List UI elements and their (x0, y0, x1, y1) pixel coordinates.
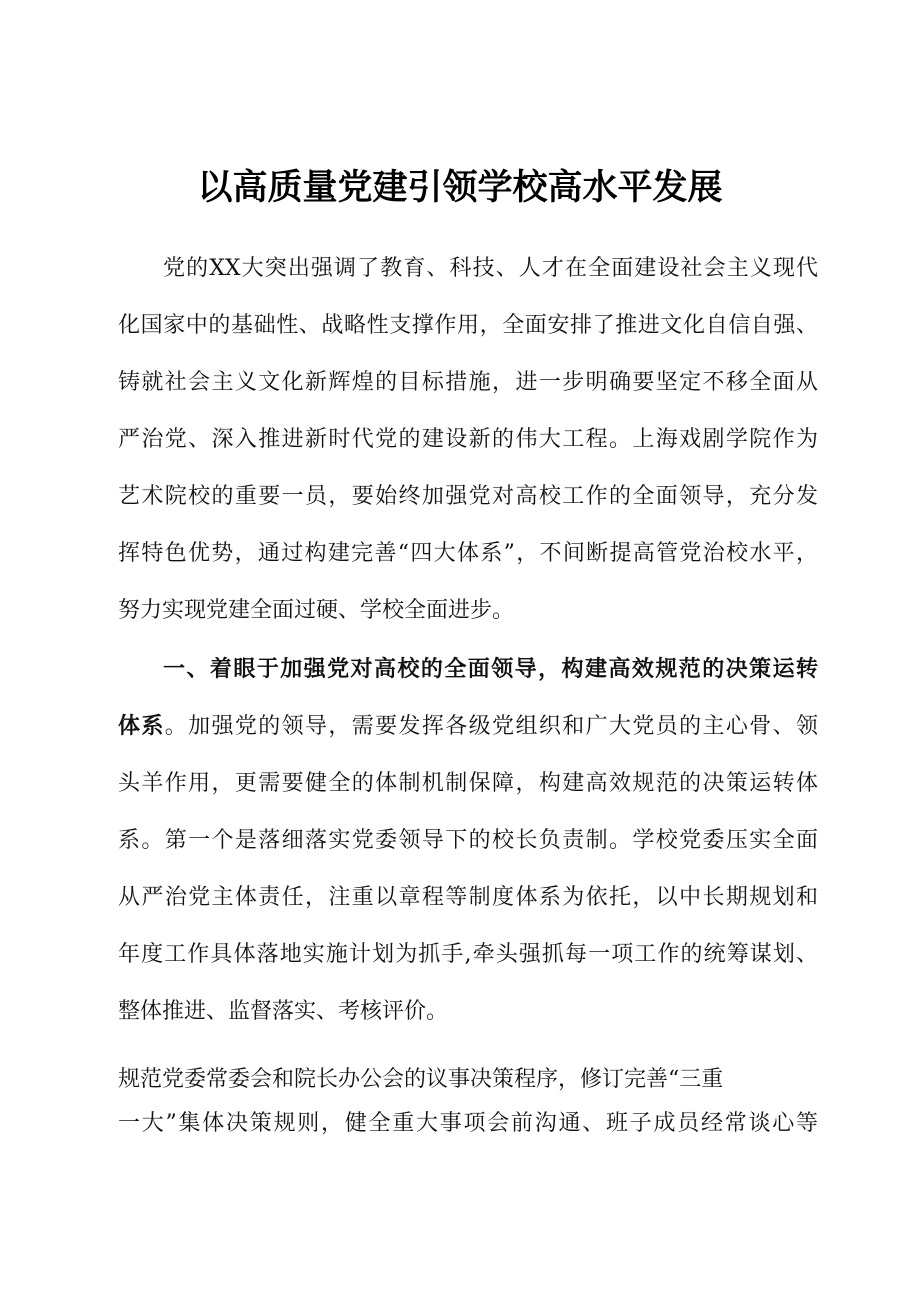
paragraph-text: 。加强党的领导，需要发挥各级党组织和广大党员的主心骨、领 (164, 714, 818, 739)
paragraph-line (118, 712, 818, 742)
paragraph-line: 铸就社会主义文化新辉煌的目标措施，进一步明确要坚定不移全面从 (118, 370, 818, 395)
paragraph-line: 系。第一个是落细落实党委领导下的校长负责制。学校党委压实全面 (118, 828, 818, 853)
section-heading-tail: 体系 (118, 714, 165, 739)
paragraph-line: 党的XX大突出强调了教育、科技、人才在全面建设社会主义现代 (163, 256, 818, 281)
paragraph-line: 努力实现党建全面过硬、学校全面进步。 (118, 598, 515, 623)
section-heading: 一、着眼于加强党对高校的全面领导，构建高效规范的决策运转 (163, 657, 818, 682)
paragraph-line: 头羊作用，更需要健全的体制机制保障，构建高效规范的决策运转体 (118, 771, 818, 796)
paragraph-line: 化国家中的基础性、战略性支撑作用，全面安排了推进文化自信自强、 (118, 313, 818, 338)
paragraph-line: 整体推进、监督落实、考核评价。 (118, 999, 449, 1024)
paragraph-line: 艺术院校的重要一员，要始终加强党对高校工作的全面领导，充分发 (118, 484, 818, 509)
paragraph-line: 年度工作具体落地实施计划为抓手,牵头强抓每一项工作的统筹谋划、 (118, 942, 818, 967)
paragraph-line: 规范党委常委会和院长办公会的议事决策程序，修订完善“三重 (118, 1067, 724, 1092)
paragraph-line: 挥特色优势，通过构建完善“四大体系”，不间断提高管党治校水平， (118, 541, 818, 566)
document-title: 以高质量党建引领学校高水平发展 (197, 168, 723, 208)
paragraph-line: 严治党、深入推进新时代党的建设新的伟大工程。上海戏剧学院作为 (118, 427, 818, 452)
paragraph-line: 从严治党主体责任，注重以章程等制度体系为依托，以中长期规划和 (118, 885, 818, 910)
paragraph-line: 一大”集体决策规则，健全重大事项会前沟通、班子成员经常谈心等 (118, 1111, 818, 1136)
